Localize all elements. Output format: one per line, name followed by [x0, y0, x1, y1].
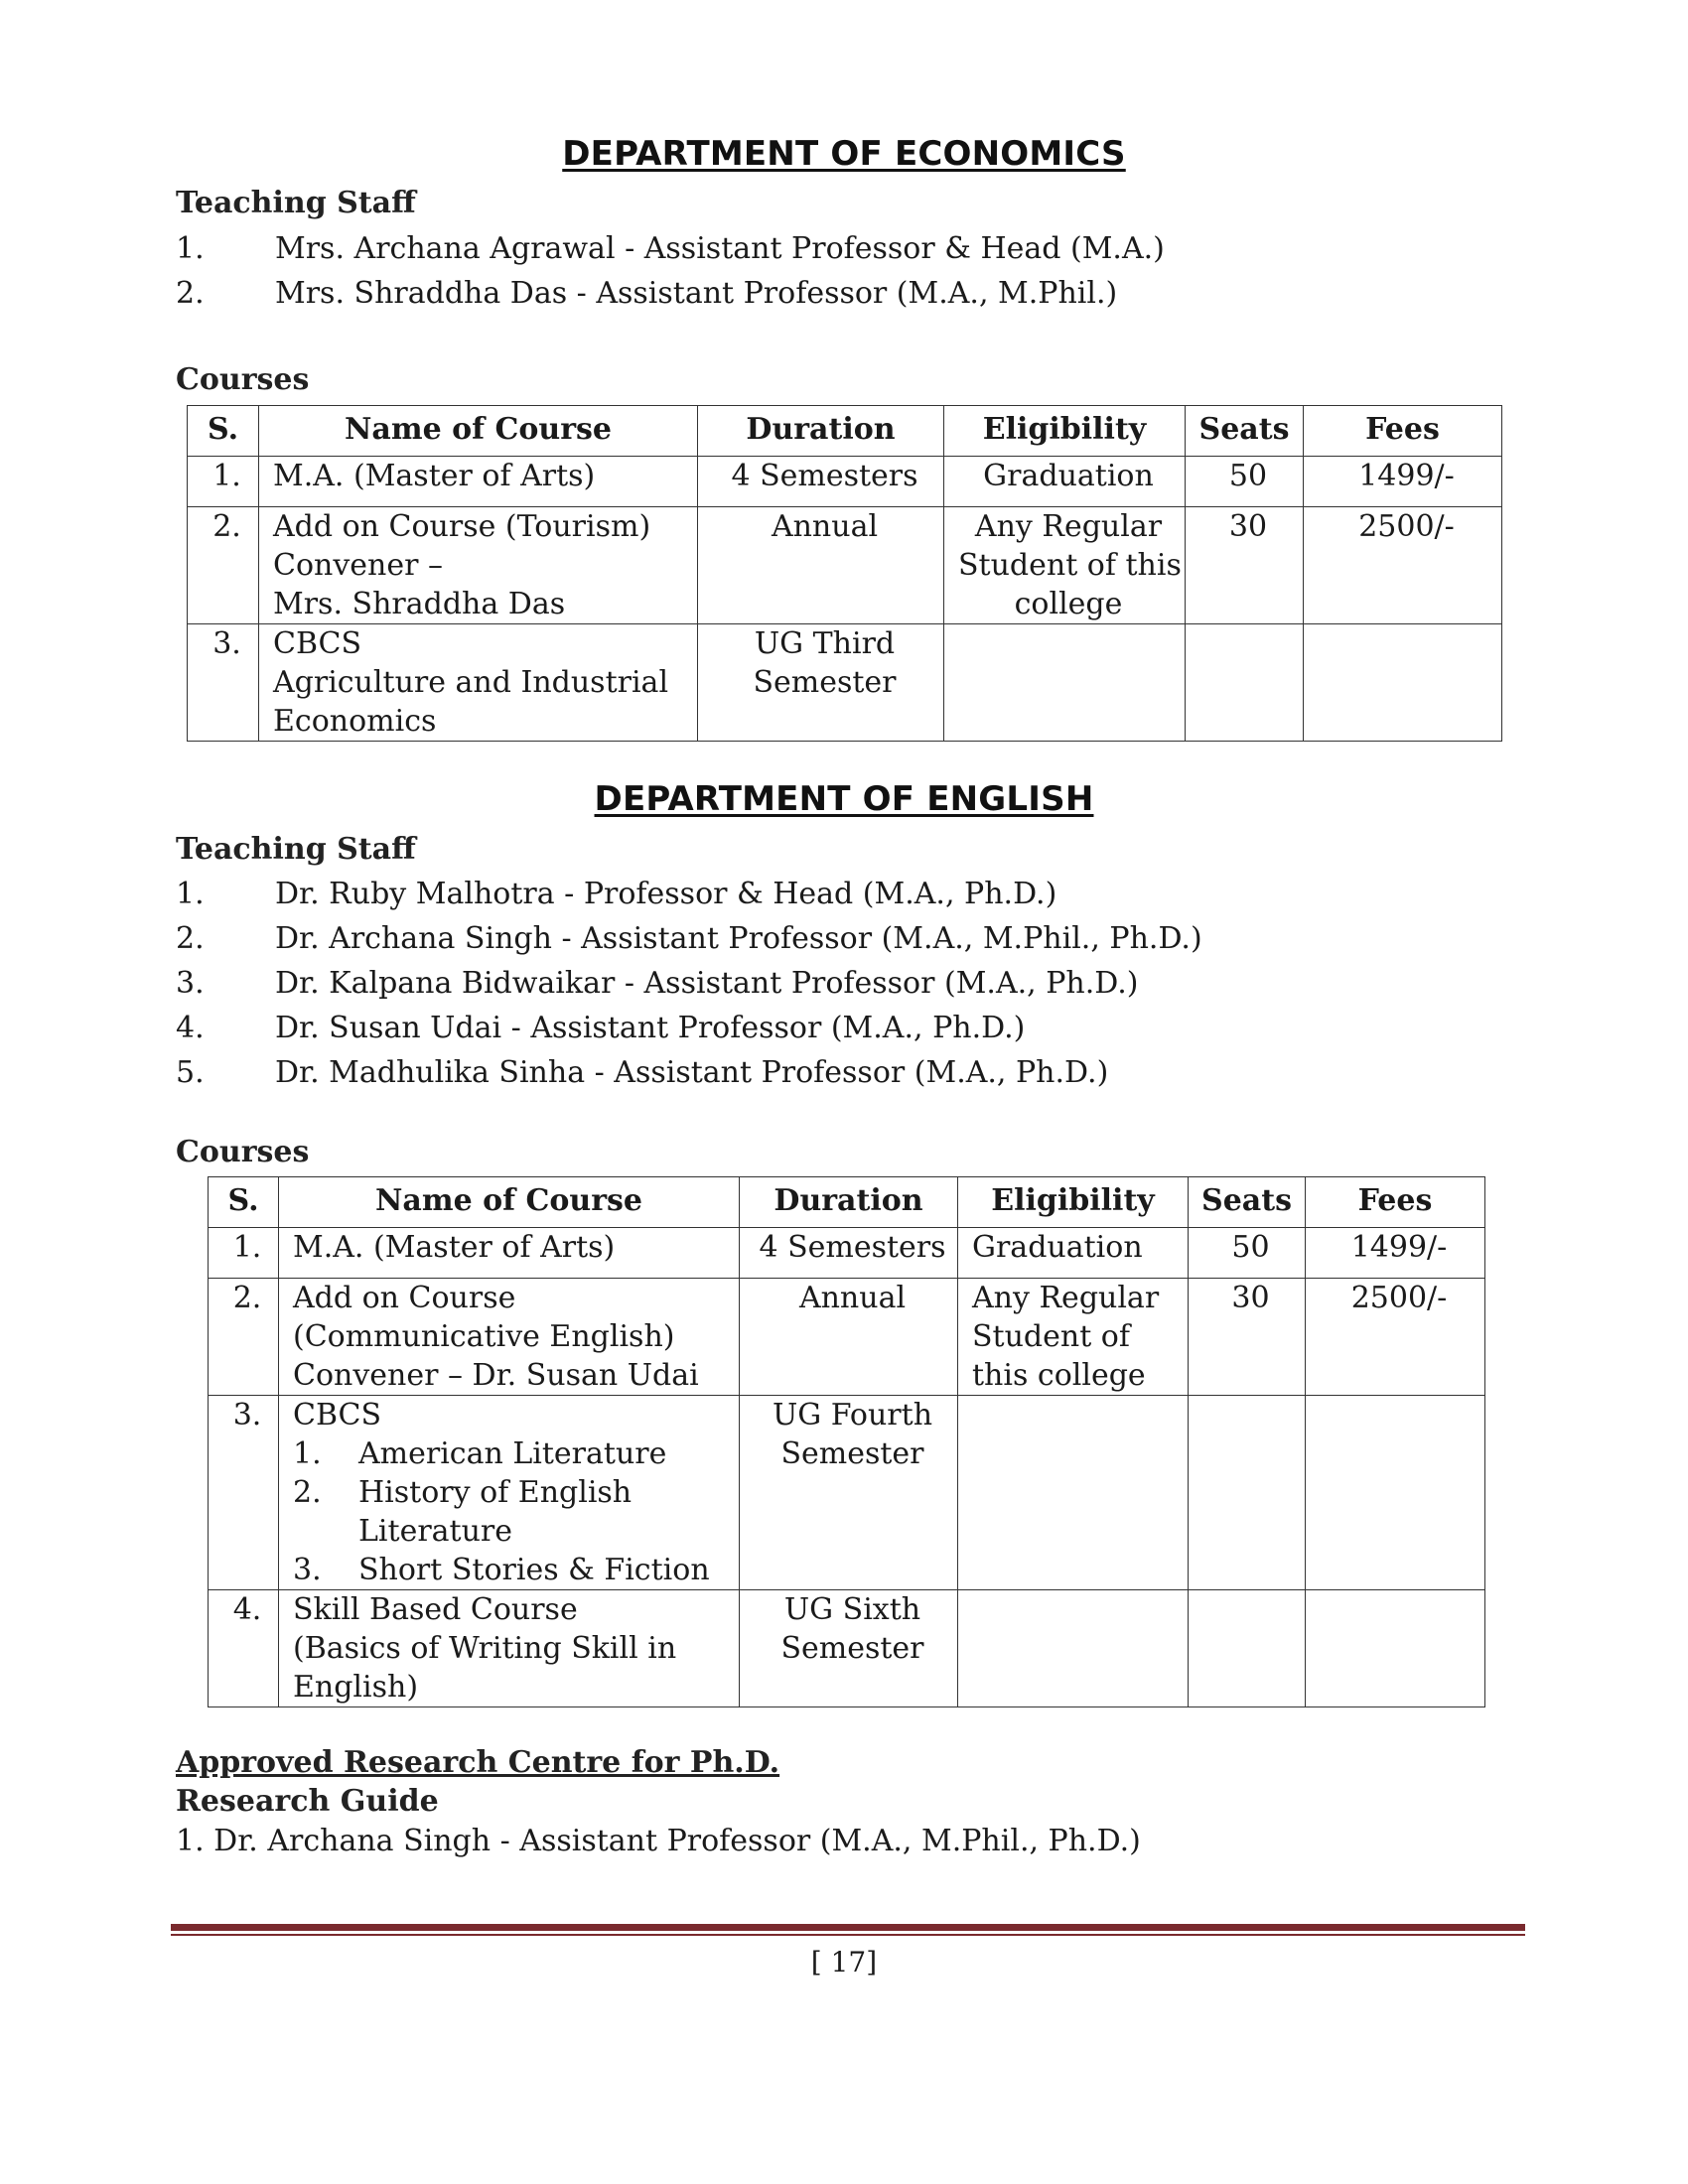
column-header: Duration [740, 1177, 958, 1228]
research-guide-heading: Research Guide [176, 1784, 439, 1819]
table-row: 1. M.A. (Master of Arts) 4 Semesters Graduation 50 1499/- [188, 457, 1502, 507]
column-header: Eligibility [944, 406, 1186, 457]
page-number: [ 17] [810, 1946, 878, 1979]
column-header: Seats [1189, 1177, 1306, 1228]
column-header: Eligibility [958, 1177, 1189, 1228]
column-header: S. [209, 1177, 279, 1228]
english-staff-heading: Teaching Staff [176, 832, 416, 867]
staff-item: 5. Dr. Madhulika Sinha - Assistant Professor (M.A., Ph.D.) [176, 1055, 1109, 1090]
economics-staff-list [176, 226, 1165, 316]
table-row: 3. CBCS 1. American Literature 2. History of English Literature 3. Short Stories & Fiction UG Fourth Semester [209, 1396, 1485, 1590]
english-courses-heading: Courses [176, 1135, 310, 1169]
table-row: 1. M.A. (Master of Arts) 4 Semesters Graduation 50 1499/- [209, 1228, 1485, 1279]
table-row: 3. CBCS Agriculture and Industrial Economics UG Third Semester [188, 624, 1502, 742]
column-header: Name of Course [259, 406, 698, 457]
economics-title: DEPARTMENT OF ECONOMICS [562, 134, 1126, 174]
column-header: Fees [1304, 406, 1502, 457]
list-item: 3. Short Stories & Fiction [293, 1553, 710, 1587]
column-header: Seats [1186, 406, 1304, 457]
english-staff-list [176, 872, 1202, 1095]
table-header-row [188, 406, 1502, 457]
table-row: 2. Add on Course (Tourism) Convener – Mrs. Shraddha Das Annual Any Regular Student of this college 30 2500/- [188, 507, 1502, 624]
staff-item: 1. Mrs. Archana Agrawal - Assistant Professor & Head (M.A.) [176, 231, 1165, 266]
column-header: S. [188, 406, 259, 457]
column-header: Name of Course [279, 1177, 740, 1228]
economics-staff-heading: Teaching Staff [176, 186, 416, 220]
english-courses-table [208, 1176, 1485, 1707]
column-header: Fees [1306, 1177, 1485, 1228]
economics-courses-table [187, 405, 1502, 742]
footer-rule [171, 1924, 1525, 1931]
table-row: 2. Add on Course (Communicative English) Convener – Dr. Susan Udai Annual Any Regular Student of this college 30 2500/- [209, 1279, 1485, 1396]
staff-item: 2. Mrs. Shraddha Das - Assistant Professor (M.A., M.Phil.) [176, 276, 1118, 311]
table-header-row [209, 1177, 1485, 1228]
economics-courses-heading: Courses [176, 362, 310, 397]
staff-item: 4. Dr. Susan Udai - Assistant Professor (M.A., Ph.D.) [176, 1011, 1026, 1045]
staff-item: 2. Dr. Archana Singh - Assistant Professor (M.A., M.Phil., Ph.D.) [176, 921, 1202, 956]
english-title: DEPARTMENT OF ENGLISH [594, 779, 1094, 819]
research-centre-heading: Approved Research Centre for Ph.D. [176, 1745, 780, 1780]
table-row: 4. Skill Based Course (Basics of Writing Skill in English) UG Sixth Semester [209, 1590, 1485, 1707]
list-item: 1. American Literature [293, 1436, 667, 1471]
footer-rule-thin [171, 1934, 1525, 1936]
research-guide-item: 1. Dr. Archana Singh - Assistant Professor (M.A., M.Phil., Ph.D.) [176, 1824, 1141, 1858]
list-item: 2. History of English [293, 1475, 633, 1510]
staff-item: 3. Dr. Kalpana Bidwaikar - Assistant Professor (M.A., Ph.D.) [176, 966, 1139, 1001]
staff-item: 1. Dr. Ruby Malhotra - Professor & Head (M.A., Ph.D.) [176, 877, 1057, 911]
column-header: Duration [698, 406, 944, 457]
